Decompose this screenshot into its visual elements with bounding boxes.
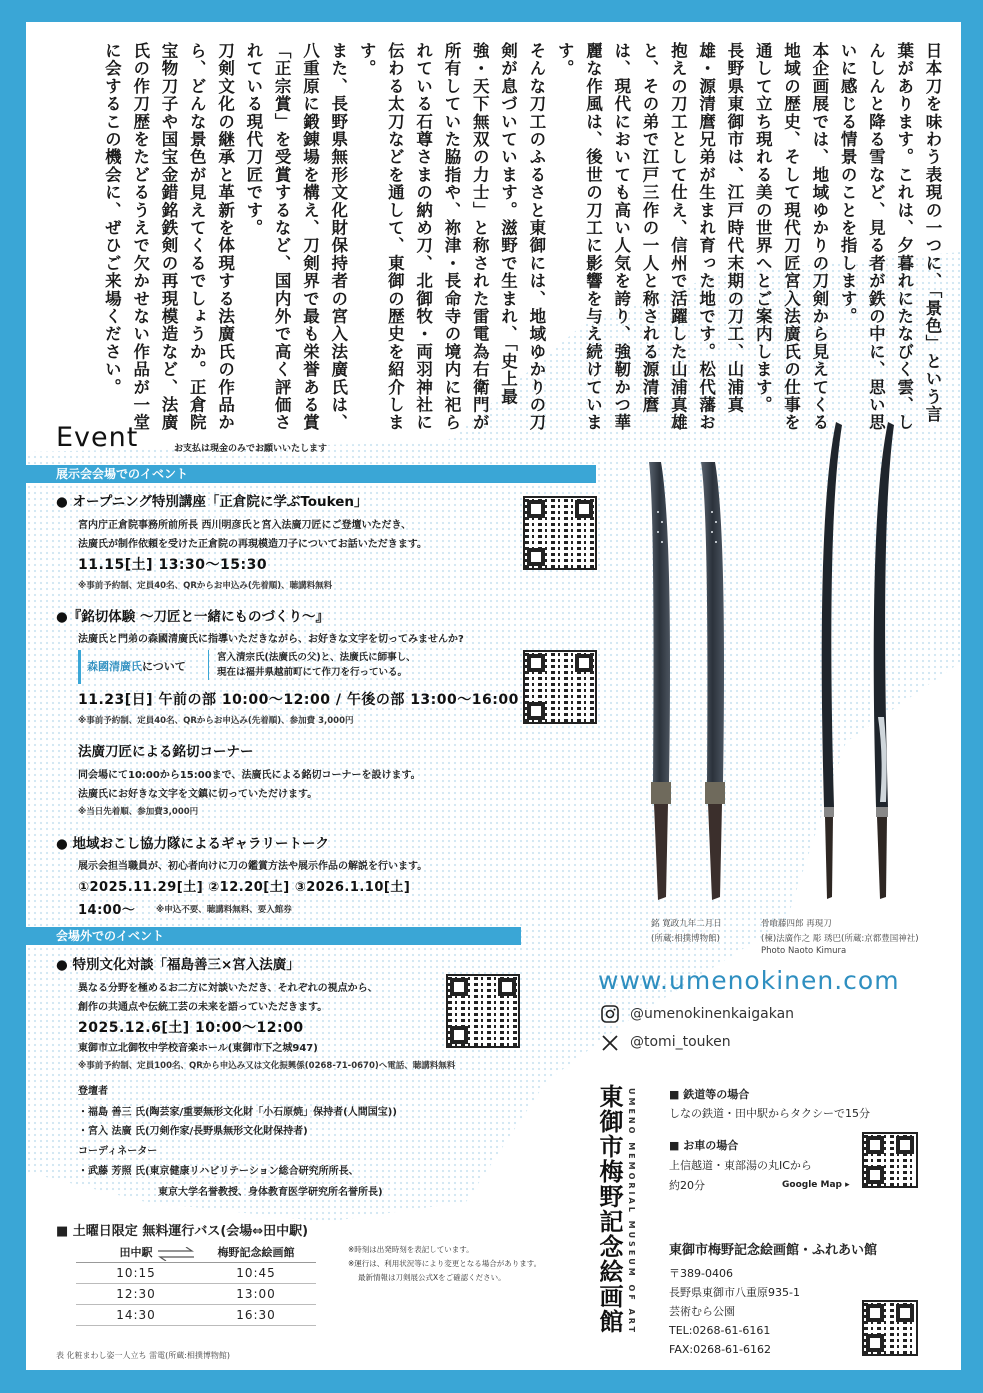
kiyohiro-desc-line: 現在は福井県越前町にて作刀を行っている。 <box>217 667 408 678</box>
gallery-talk-desc: 展示会担当職員が、初心者向けに刀の鑑賞方法や展示作品の解説を行います。 <box>78 861 428 872</box>
gallery-talk-dates: ①2025.11.29[土] ②12.20[土] ③2026.1.10[土] <box>78 880 411 895</box>
opening-lecture-desc: 宮内庁正倉院事務所前所長 西川明彦氏と宮入法廣刀匠にご登壇いただき、 <box>78 520 412 531</box>
intro-vertical-text <box>66 42 946 437</box>
bus-time: 10:15 <box>76 1263 196 1284</box>
bus-note: ※運行は、利用状況等により変更となる場合があります。 <box>348 1259 542 1268</box>
opening-lecture-note: ※事前予約制、定員40名、QRからお申込み(先着順)、聴講料無料 <box>78 581 333 591</box>
kiyohiro-desc <box>208 650 416 680</box>
qr-code-opening-lecture[interactable] <box>523 496 597 570</box>
telephone[interactable]: TEL:0268-61-6161 <box>669 1324 771 1337</box>
kiyohiro-name: 森國清廣氏 <box>87 660 142 673</box>
sword-caption-1-owner: (所蔵:相撲博物館) <box>651 934 720 944</box>
dialogue-place: 東御市立北御牧中学校音楽ホール(東御市下之城947) <box>78 1043 318 1054</box>
bus-time: 10:45 <box>196 1263 316 1284</box>
mei-experience-note: ※事前予約制、定員40名、QRからお申込み(先着順)、参加費 3,000円 <box>78 716 354 726</box>
bus-time: 16:30 <box>196 1305 316 1326</box>
bus-time: 12:30 <box>76 1284 196 1305</box>
gallery-talk-title: ● 地域おこし協力隊によるギャラリートーク <box>56 836 329 852</box>
mei-experience-desc: 法廣氏と門弟の森國清廣氏に指導いただきながら、お好きな文字を切ってみませんか? <box>78 634 464 645</box>
intro-paragraph: 長野県東御市は、江戸時代末期の刀工、山浦真雄・源清麿兄弟が生まれ育った地です。松代藩お抱えの刀工として仕え、信州で活躍した山浦真雄と、その弟で江戸三作の一人と称される源清麿は、現代においても高い人気を誇り、強靭かつ華麗な作風は、後世の刀工に影響を与え続けています。 <box>555 42 744 432</box>
rail-info: しなの鉄道・田中駅からタクシーで15分 <box>669 1107 870 1120</box>
mei-corner-note: ※当日先着順、参加費3,000円 <box>78 807 199 817</box>
payment-note: お支払は現金のみでお願いいたします <box>174 444 328 454</box>
museum-name-vertical: 東御市梅野記念絵画館 <box>595 1084 623 1334</box>
qr-code-museum[interactable] <box>862 1300 918 1356</box>
museum-name-english: UMENO MEMORIAL MUSEUM OF ART <box>627 1088 636 1336</box>
venue-events-bar: 展示会会場でのイベント <box>26 465 596 483</box>
gallery-talk-note: ※申込不要、聴講料無料、要入館券 <box>156 905 292 915</box>
mei-corner-desc: 法廣氏にお好きな文字を文鎮に切っていただけます。 <box>78 789 318 800</box>
mei-corner-desc: 同会場にて10:00から15:00まで、法廣氏による銘切コーナーを設けます。 <box>78 770 421 781</box>
sword-caption-1: 銘 寛政九年二月日 <box>651 919 722 929</box>
x-handle[interactable]: @tomi_touken <box>630 1034 731 1050</box>
park-name: 芸術むら公園 <box>669 1305 735 1318</box>
intro-paragraph: 刀剣文化の継承と革新を体現する法廣氏の作品から、どんな景色が見えてくるでしょうか。正倉院宝物刀子や国宝金錯銘鉄剣の再現模造など、法廣氏の作刀歴をたどるうえで欠かせない作品が一堂に会するこの機会に、ぜひご来場ください。 <box>102 42 235 432</box>
address: 長野県東御市八重原935-1 <box>669 1286 800 1299</box>
opening-lecture-desc: 法廣氏が制作依頼を受けた正倉院の再現模造刀子についてお話いただきます。 <box>78 539 427 550</box>
bus-note: 最新情報は刀剣展公式Xをご確認ください。 <box>358 1273 506 1282</box>
cover-caption: 表 化粧まわし姿一人立ち 雷電(所蔵:相撲博物館) <box>56 1351 231 1360</box>
speakers-label: 登壇者 <box>78 1086 108 1097</box>
speaker-miyairi: ・宮入 法廣 氏(刀剣作家/長野県無形文化財保持者) <box>78 1126 308 1137</box>
dialogue-desc: 創作の共通点や伝統工芸の未来を語っていただきます。 <box>78 1002 328 1013</box>
bidirectional-arrow-icon <box>156 1247 196 1261</box>
coordinator-label: コーディネーター <box>78 1146 158 1157</box>
intro-paragraph: 日本刀を味わう表現の一つに、「景色」という言葉があります。これは、夕暮れにたなびく雲、しんしんと降る雪など、見る者が鉄の中に、思い思いに感じる情景のことを指します。 <box>838 42 942 432</box>
bus-col-museum: 梅野記念絵画館 <box>196 1242 316 1263</box>
bus-time: 13:00 <box>196 1284 316 1305</box>
wakizashi-sword-image <box>631 452 741 907</box>
bus-title: ■ 土曜日限定 無料運行バス(会場⇔田中駅) <box>56 1224 309 1239</box>
kiyohiro-suffix: について <box>142 660 186 673</box>
instagram-icon <box>601 1005 619 1023</box>
museum-full-name: 東御市梅野記念絵画館・ふれあい館 <box>669 1243 878 1258</box>
event-heading: Event <box>56 422 139 453</box>
dialogue-date: 2025.12.6[土] 10:00〜12:00 <box>78 1020 304 1036</box>
car-info: 約20分 <box>669 1179 705 1192</box>
mei-corner-title: 法廣刀匠による銘切コーナー <box>78 744 254 760</box>
bus-note: ※時刻は出発時刻を表記しています。 <box>348 1245 474 1254</box>
bus-timetable <box>76 1242 316 1326</box>
fax: FAX:0268-61-6162 <box>669 1343 772 1356</box>
mei-experience-date: 11.23[日] 午前の部 10:00〜12:00 / 午後の部 13:00〜16:00 <box>78 692 519 708</box>
table-row <box>76 1305 316 1326</box>
mei-experience-title: ●『銘切体験 〜刀匠と一緒にものづくり〜』 <box>56 609 329 625</box>
table-row <box>76 1284 316 1305</box>
x-icon <box>601 1034 619 1052</box>
instagram-handle[interactable]: @umenokinenkaigakan <box>630 1006 795 1022</box>
intro-paragraph: そんな刀工のふるさと東御には、地域ゆかりの刀剣が息づいています。滋野で生まれ、「史上最強・天下無双の力士」と称された雷電為右衛門が所有していた脇指や、祢津・長命寺の境内に祀られている石尊さまの納め刀、北御牧・両羽神社に伝わる太刀などを通して、東御の歴史を紹介します。 <box>357 42 546 432</box>
gallery-talk-time: 14:00〜 <box>78 903 136 918</box>
kiyohiro-label <box>78 650 212 684</box>
qr-code-dialogue[interactable] <box>446 974 520 1048</box>
dialogue-desc: 異なる分野を極めるお二方に対談いただき、それぞれの視点から、 <box>78 983 378 994</box>
postal-code: 〒389-0406 <box>669 1267 733 1280</box>
opening-lecture-title: ● オープニング特別講座「正倉院に学ぶTouken」 <box>56 494 368 510</box>
sword-caption-2-owner: (楝)法廣作之 彫 琇巴(所蔵:京都豊国神社) <box>761 934 919 944</box>
outside-events-bar: 会場外でのイベント <box>26 927 521 945</box>
website-link[interactable]: www.umenokinen.com <box>598 966 900 995</box>
qr-code-mei-experience[interactable] <box>523 650 597 724</box>
intro-paragraph: また、長野県無形文化財保持者の宮入法廣氏は、八重原に鍛錬場を構え、刀剣界で最も栄誉ある賞「正宗賞」を受賞するなど、国内外で高く評価されている現代刀匠です。 <box>243 42 348 432</box>
rail-heading: ■ 鉄道等の場合 <box>669 1088 750 1101</box>
google-map-link[interactable]: Google Map ▸ <box>782 1180 850 1190</box>
qr-code-google-map[interactable] <box>862 1132 918 1188</box>
dialogue-title: ● 特別文化対談「福島善三×宮入法廣」 <box>56 957 300 973</box>
photo-credit: Photo Naoto Kimura <box>761 946 847 956</box>
flyer-page <box>26 22 961 1370</box>
coordinator-muto: ・武藤 芳照 氏(東京健康リハビリテーション総合研究所所長、 <box>78 1166 359 1177</box>
honebami-sword-image <box>796 417 916 907</box>
table-row <box>76 1263 316 1284</box>
speaker-fukushima: ・福島 善三 氏(陶芸家/重要無形文化財「小石原焼」保持者(人間国宝)) <box>78 1107 397 1118</box>
sword-caption-2: 骨喰藤四郎 再現刀 <box>761 919 832 929</box>
kiyohiro-desc-line: 宮入清宗氏(法廣氏の父)と、法廣氏に師事し、 <box>217 652 416 663</box>
bus-time: 14:30 <box>76 1305 196 1326</box>
opening-lecture-date: 11.15[土] 13:30〜15:30 <box>78 557 268 573</box>
car-heading: ■ お車の場合 <box>669 1139 739 1152</box>
coordinator-muto-cont: 東京大学名誉教授、身体教育医学研究所名誉所長) <box>158 1187 383 1198</box>
dialogue-note: ※事前予約制、定員100名、QRから申込み又は文化振興係(0268-71-0670)へ電話、聴講料無料 <box>78 1061 456 1071</box>
car-info: 上信越道・東部湯の丸ICから <box>669 1159 812 1172</box>
intro-paragraph: 本企画展では、地域ゆかりの刀剣から見えてくる地域の歴史、そして現代刀匠宮入法廣氏の仕事を通して立ち現れる美の世界へとご案内します。 <box>753 42 829 432</box>
bus-col-tanaka: 田中駅 <box>76 1242 196 1263</box>
